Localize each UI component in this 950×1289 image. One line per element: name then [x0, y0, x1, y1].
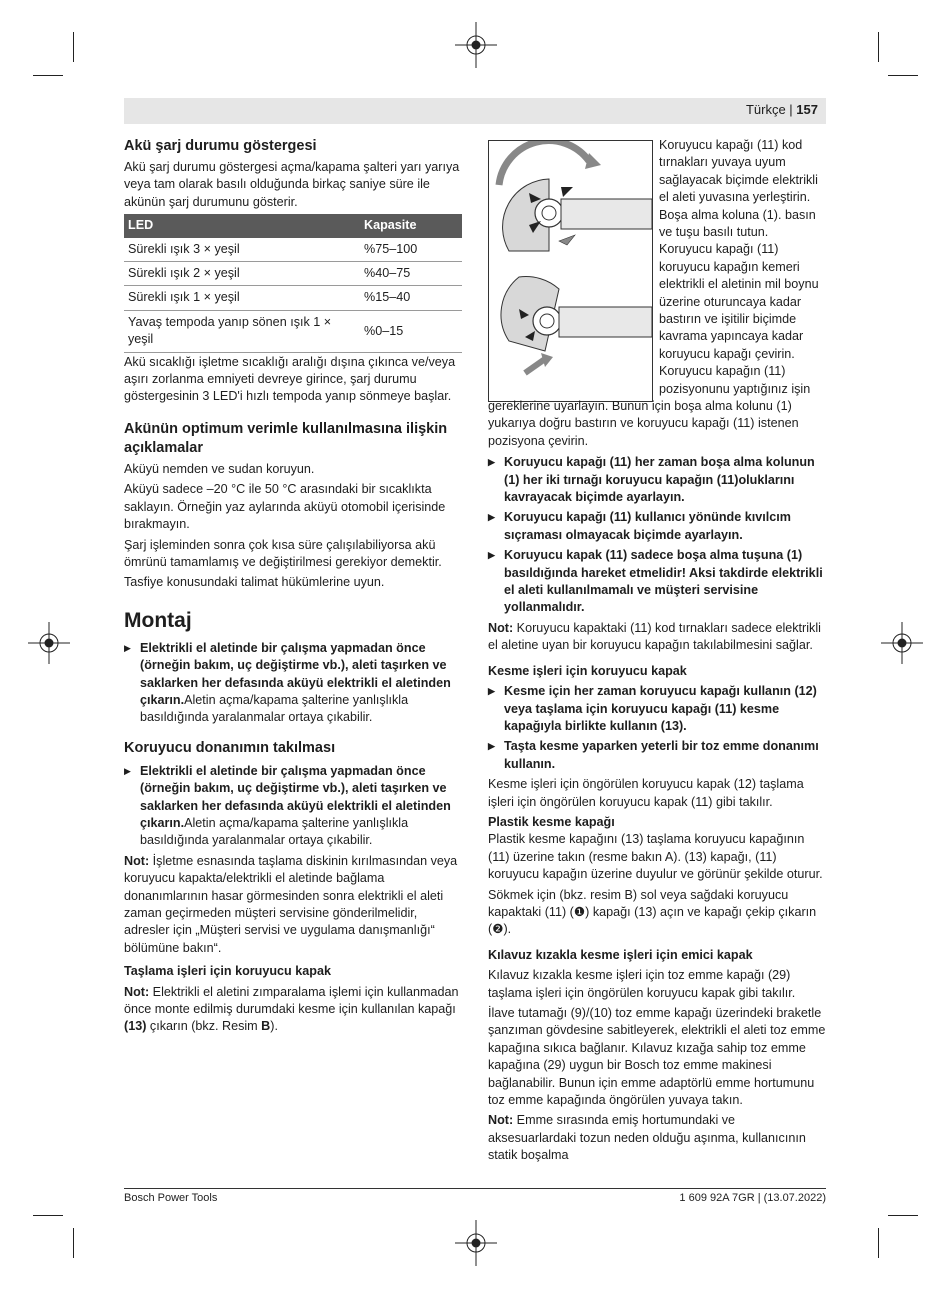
- text-line: bastırın ve işitilir biçimde: [659, 312, 797, 327]
- table-cell: %15–40: [360, 286, 462, 310]
- text-line: elektrikli el aletinin mil boynu: [659, 277, 819, 292]
- table-row: [124, 286, 462, 310]
- warning-bullet: ▶ Koruyucu kapak (11) sadece boşa alma tuşuna (1) basıldığında hareket etmelidir! Aksi takdirde elektrikli el aleti kullanılmamalı ve müşteri servisine yollanmalıdır.: [488, 547, 826, 617]
- paragraph: Aküyü nemden ve sudan koruyun.: [124, 461, 315, 476]
- header-text: Türkçe | 157: [745, 102, 818, 117]
- paragraph: İlave tutamağı (9)/(10) toz emme kapağı üzerindeki braketle şanzıman gövdesine sabitleyerek, elektrikli el aleti toz emme kapağına sıkıca bağlanır. Kılavuz kızağa sahip toz emme kapağına (29) uygun bir Bosch toz emme makinesi bağlanabilir. Bunun için emme adaptörlü emme hortumunu toz emme kapağında öngörülen yuvaya takın.: [488, 1006, 826, 1108]
- text-line: ve tuşu basılı tutun.: [659, 225, 769, 240]
- paragraph: Kılavuz kızakla kesme işleri için toz emme kapağı (29) taşlama işleri için öngörülen koruyucu kapak gibi takılır.: [488, 968, 796, 1000]
- text-line: koruyucu kapağın kemeri: [659, 259, 800, 274]
- crop-mark: [73, 1228, 74, 1258]
- warning-bullet: ▶ Kesme için her zaman koruyucu kapağı kullanın (12) veya taşlama için koruyucu kapağı (11) kesme kapağıyla birlikte kullanın (13).: [488, 683, 826, 735]
- figure-side-text: [659, 137, 827, 398]
- paragraph: Akü şarj durumu göstergesi açma/kapama şalteri yarı yarıya veya tam olarak basılı olduğunda birkaç saniye süre ile akünün şarj durumunu gösterir.: [124, 160, 460, 209]
- bullet-text: Aletin açma/kapama şalterine yanlışlıkla basıldığında yaralanmalar ortaya çıkabilir.: [140, 692, 409, 725]
- paragraph: Akü sıcaklığı işletme sıcaklığı aralığı dışına çıkınca ve/veya aşırı zorlanma emniyeti devreye girince, şarj durumu göstergesinin 3 LED'i hızlı tempoda yanıp sönmeye başlar.: [124, 354, 456, 404]
- note-label: Not:: [488, 620, 514, 635]
- warning-bullet: ▶ Taşta kesme yaparken yeterli bir toz emme donanımı kullanın.: [488, 738, 826, 773]
- section-title-montaj: Montaj: [124, 608, 192, 632]
- left-column: [124, 137, 462, 1039]
- table-row: [124, 310, 462, 352]
- table-cell: Sürekli ışık 2 × yeşil: [124, 262, 360, 286]
- right-column: [488, 398, 826, 1168]
- table-header: LED: [124, 214, 360, 237]
- crop-mark: [888, 75, 918, 76]
- text-line: pozisyonunu yaptığınız işin: [659, 381, 811, 396]
- registration-mark-icon: [28, 622, 70, 664]
- paragraph: Plastik kesme kapağını (13) taşlama koruyucu kapağının (11) üzerine takın (resme bakın A). (13) kapağı, (11) koruyucu kapağın üzerine duyulur ve görünür şekilde oturur.: [488, 832, 823, 882]
- table-cell: Yavaş tempoda yanıp sönen ışık 1 × yeşil: [124, 310, 360, 352]
- note-text: Koruyucu kapaktaki (11) kod tırnakları sadece elektrikli el aletine uyan bir koruyucu kapağın takılabilmesini sağlar.: [488, 620, 821, 653]
- registration-mark-icon: [455, 1220, 497, 1266]
- note-text: çıkarın (bkz. Resim: [146, 1019, 262, 1034]
- note-label: Not:: [124, 984, 150, 999]
- table-cell: Sürekli ışık 3 × yeşil: [124, 238, 360, 262]
- note-text: ).: [270, 1019, 278, 1034]
- table-cell: Sürekli ışık 1 × yeşil: [124, 286, 360, 310]
- note-paragraph: [124, 853, 462, 957]
- section-title-protective-equipment: Koruyucu donanımın takılması: [124, 739, 336, 756]
- section-title-battery-usage: Akünün optimum verimle kullanılmasına ilişkin açıklamalar: [124, 420, 448, 456]
- text-line: Koruyucu kapağı (11): [659, 242, 779, 257]
- warning-bullet: ▶ Koruyucu kapağı (11) her zaman boşa alma kolunun (1) her iki tırnağı koruyucu kapağın (11)oluklarını kavrayacak biçimde ayarlayın.: [488, 454, 826, 506]
- warning-bullet: [124, 640, 462, 727]
- footer-brand: Bosch Power Tools: [124, 1192, 218, 1204]
- text-line: Boşa alma koluna (1). basın: [659, 207, 816, 222]
- text-line: sağlayacak biçimde elektrikli: [659, 172, 818, 187]
- bullet-text: Aletin açma/kapama şalterine yanlışlıkla basıldığında yaralanmalar ortaya çıkabilir.: [140, 815, 409, 848]
- registration-mark-icon: [455, 22, 497, 68]
- note-paragraph: [488, 620, 826, 655]
- text-line: üzerine oturuncaya kadar: [659, 294, 802, 309]
- figure-ref: B: [261, 1019, 271, 1034]
- section-title-battery-indicator: Akü şarj durumu göstergesi: [124, 138, 317, 154]
- page-number: 157: [796, 102, 818, 117]
- paragraph: gereklerine uyarlayın. Bunun için boşa alma kolunu (1) yukarıya doğru bastırın ve koruyucu kapağı (11) istenen pozisyona çevirin.: [488, 399, 799, 448]
- subsection-title-suction-hood: Kılavuz kızakla kesme işleri için emici kapak: [488, 947, 753, 962]
- note-paragraph: [124, 984, 462, 1036]
- note-paragraph: [488, 1112, 826, 1164]
- crop-mark: [878, 1228, 879, 1258]
- header-language: Türkçe: [745, 102, 786, 117]
- paragraph: Aküyü sadece –20 °C ile 50 °C arasındaki bir sıcaklıkta saklayın. Örneğin yaz aylarında aküyü otomobil içerisinde bırakmayın.: [124, 482, 446, 532]
- bullet-bold-text: Elektrikli el aletinde bir çalışma yapmadan önce (örneğin bakım, uç değiştirme vb.), aleti taşırken ve saklarken her defasında aküyü elektrikli el aletinden çıkarın.: [140, 640, 451, 707]
- text-line: koruyucu kapağı çevirin.: [659, 346, 795, 361]
- table-row: [124, 238, 462, 262]
- paragraph: Kesme işleri için öngörülen koruyucu kapak (12) taşlama işleri için öngörülen koruyucu kapak (11) gibi takılır.: [488, 777, 804, 809]
- crop-mark: [33, 1215, 63, 1216]
- note-text: İşletme esnasında taşlama diskinin kırılmasından veya koruyucu kapakta/elektrikli el aletinde bağlama donanımlarının hasar görmesinden sonra elektrikli el aleti zaman geçirmeden müşteri servisine gönderilmelidir, adresler için „Müşteri servisi ve uygulama danışmanlığı“ bölümüne bakın“.: [124, 853, 458, 955]
- text-line: kavrama yapıncaya kadar: [659, 329, 804, 344]
- note-label: Not:: [488, 1113, 514, 1128]
- text-line: tırnakları yuvaya uyum: [659, 155, 786, 170]
- footer-doc-number: 1 609 92A 7GR | (13.07.2022): [679, 1192, 826, 1204]
- table-cell: %40–75: [360, 262, 462, 286]
- bullet-bold-text: Elektrikli el aletinde bir çalışma yapmadan önce (örneğin bakım, uç değiştirme vb.), aleti taşırken ve saklarken her defasında aküyü elektrikli el aletinden çıkarın.: [140, 763, 451, 830]
- table-row: [124, 262, 462, 286]
- table-header: Kapasite: [360, 214, 462, 237]
- note-text: Elektrikli el aletini zımparalama işlemi için kullanmadan önce monte edilmiş durumdaki kesme için kullanılan kapağı: [124, 984, 459, 1017]
- footer-divider: [124, 1188, 826, 1189]
- crop-mark: [73, 32, 74, 62]
- note-text: Emme sırasında emiş hortumundaki ve aksesuarlardaki tozun neden olduğu aşınma, kullanıcının statik boşalma: [488, 1113, 806, 1163]
- paragraph: Sökmek için (bkz. resim B) sol veya sağdaki koruyucu kapaktaki (11) (❶) kapağı (13) açın ve kapağı çekip çıkarın (❷).: [488, 887, 817, 937]
- warning-bullet: [124, 763, 462, 850]
- part-ref: (13): [124, 1019, 147, 1034]
- page-header: [124, 98, 826, 124]
- crop-mark: [33, 75, 63, 76]
- crop-mark: [878, 32, 879, 62]
- text-line: el aleti yuvasına yerleştirin.: [659, 190, 811, 205]
- subsection-title-grinding-guard: Taşlama işleri için koruyucu kapak: [124, 964, 331, 979]
- paragraph: Şarj işleminden sonra çok kısa süre çalışılabiliyorsa akü ömrünü tamamlamış ve değiştirilmesi gerekiyor demektir.: [124, 537, 442, 569]
- subsection-title-cutting-guard: Kesme işleri için koruyucu kapak: [488, 663, 687, 678]
- registration-mark-icon: [881, 622, 923, 664]
- text-line: Koruyucu kapağı (11) kod: [659, 138, 803, 152]
- note-label: Not:: [124, 853, 150, 868]
- paragraph: Tasfiye konusundaki talimat hükümlerine uyun.: [124, 575, 385, 590]
- angle-grinder-guard-illustration: [489, 141, 652, 401]
- text-line: Koruyucu kapağın (11): [659, 364, 786, 379]
- table-header-row: [124, 214, 462, 237]
- table-cell: %75–100: [360, 238, 462, 262]
- subsection-title-plastic-cover: Plastik kesme kapağı: [488, 814, 615, 829]
- guard-mounting-figure: [488, 140, 653, 402]
- warning-bullet: ▶ Koruyucu kapağı (11) kullanıcı yönünde kıvılcım sıçraması olmayacak biçimde ayarlayın.: [488, 509, 826, 544]
- crop-mark: [888, 1215, 918, 1216]
- table-cell: %0–15: [360, 310, 462, 352]
- led-capacity-table: [124, 214, 462, 352]
